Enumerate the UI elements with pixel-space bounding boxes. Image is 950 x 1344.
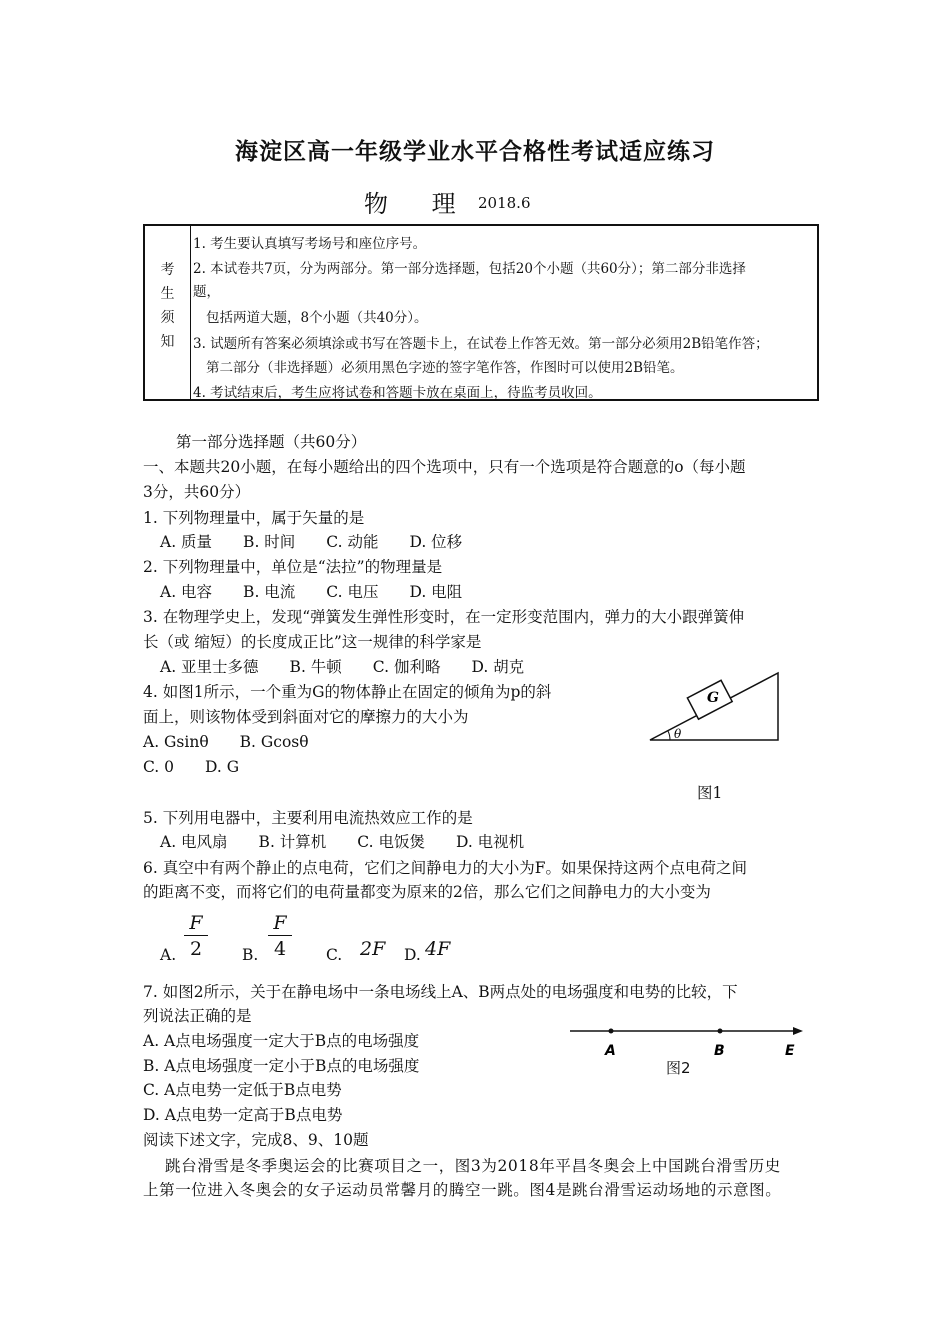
notice-line: 第二部分（非选择题）必须用黑色字迹的签字笔作答，作图时可以使用2B铅笔。: [206, 360, 684, 376]
question-6-stem: 的距离不变，而将它们的电荷量都变为原来的2倍，那么它们之间静电力的大小变为: [143, 883, 711, 901]
part1-intro: 一、本题共20小题，在每小题给出的四个选项中，只有一个选项是符合题意的o（每小题: [143, 458, 746, 476]
question-3-stem: 3. 在物理学史上，发现“弹簧发生弹性形变时，在一定形变范围内，弹力的大小跟弹簧伸: [143, 608, 745, 626]
question-1-stem: 1. 下列物理量中，属于矢量的是: [143, 509, 365, 527]
figure-1-caption: 图1: [697, 784, 723, 802]
part1-heading: 第一部分选择题（共60分）: [176, 433, 367, 451]
question-7-stem: 列说法正确的是: [143, 1007, 252, 1025]
notice-line: 题，: [193, 284, 220, 300]
notice-side-label: [145, 226, 191, 399]
question-6-option-d: D.: [404, 946, 421, 964]
notice-side-char: 知: [160, 334, 175, 350]
fraction-numerator: F: [273, 912, 287, 934]
question-7-option: D. A点电势一定高于B点电势: [143, 1106, 343, 1124]
notice-side-char: 考: [160, 262, 175, 278]
point-b-label: B: [714, 1043, 725, 1059]
question-2-options: A. 电容 B. 电流 C. 电压 D. 电阻: [160, 583, 463, 601]
fraction-denominator: 4: [273, 938, 287, 960]
figure-2-caption: 图2: [666, 1059, 691, 1077]
question-5-options: A. 电风扇 B. 计算机 C. 电饭煲 D. 电视机: [160, 833, 525, 851]
fraction-numerator: F: [189, 912, 203, 934]
question-3-options: A. 亚里士多德 B. 牛顿 C. 伽利略 D. 胡克: [160, 658, 525, 676]
subject-label: 物 理: [364, 190, 474, 218]
option-a-fraction: [184, 912, 208, 960]
question-6-option-b: B.: [242, 946, 259, 964]
notice-line: 2. 本试卷共7页，分为两部分。第一部分选择题，包括20个小题（共60分）；第二部分非选择: [193, 261, 746, 277]
notice-line: 包括两道大题，8个小题（共40分）。: [206, 310, 428, 326]
option-b-fraction: [268, 912, 292, 960]
field-direction-label: E: [785, 1043, 795, 1059]
notice-box: [143, 224, 819, 401]
notice-line: 4. 考试结束后，考生应将试卷和答题卡放在桌面上，待监考员收回。: [193, 385, 602, 401]
notice-side-char: 生: [160, 286, 175, 302]
question-4-stem: 4. 如图1所示，一个重为G的物体静止在固定的倾角为p的斜: [143, 683, 552, 701]
figure-1-angle-label: θ: [674, 727, 682, 741]
question-6-option-c: C.: [326, 946, 343, 964]
question-5-stem: 5. 下列用电器中，主要利用电流热效应工作的是: [143, 809, 473, 827]
question-4-stem: 面上，则该物体受到斜面对它的摩擦力的大小为: [143, 708, 469, 726]
fraction-denominator: 2: [189, 938, 203, 960]
question-7-option: A. A点电场强度一定大于B点的电场强度: [143, 1032, 420, 1050]
question-4-options: A. Gsinθ B. Gcosθ: [143, 733, 309, 751]
question-3-stem: 长（或 缩短）的长度成正比”这一规律的科学家是: [143, 633, 482, 651]
question-6-option-a: A.: [160, 946, 177, 964]
question-4-options: C. 0 D. G: [143, 758, 240, 776]
notice-side-char: 须: [160, 310, 175, 326]
reading-paragraph: 跳台滑雪是冬季奥运会的比赛项目之一，图3为2018年平昌冬奥会上中国跳台滑雪历史: [165, 1157, 781, 1175]
point-a-label: A: [605, 1043, 616, 1059]
question-6-stem: 6. 真空中有两个静止的点电荷，它们之间静电力的大小为F。如果保持这两个点电荷之间: [143, 859, 747, 877]
notice-line: 3. 试题所有答案必须填涂或书写在答题卡上，在试卷上作答无效。第一部分必须用2B铅笔作答；: [193, 336, 769, 352]
question-7-option: B. A点电场强度一定小于B点的电场强度: [143, 1057, 420, 1075]
part1-intro: 3分，共60分）: [143, 483, 251, 501]
question-2-stem: 2. 下列物理量中，单位是“法拉”的物理量是: [143, 558, 443, 576]
figure-1-incline: [640, 665, 790, 750]
figure-2-field-line: [565, 1020, 810, 1060]
reading-paragraph: 上第一位进入冬奥会的女子运动员常馨月的腾空一跳。图4是跳台滑雪运动场地的示意图。: [143, 1181, 782, 1199]
option-d-expression: 4F: [425, 938, 451, 960]
question-1-options: A. 质量 B. 时间 C. 动能 D. 位移: [160, 533, 463, 551]
question-7-option: C. A点电势一定低于B点电势: [143, 1081, 342, 1099]
page-title: 海淀区高一年级学业水平合格性考试适应练习: [235, 139, 715, 165]
exam-date: 2018.6: [478, 194, 531, 212]
figure-1-block-label: G: [707, 690, 719, 706]
question-7-stem: 7. 如图2所示，关于在静电场中一条电场线上A、B两点处的电场强度和电势的比较，下: [143, 983, 738, 1001]
notice-line: 1. 考生要认真填写考场号和座位序号。: [193, 236, 427, 252]
option-c-expression: 2F: [360, 938, 386, 960]
reading-intro: 阅读下述文字，完成8、9、10题: [143, 1131, 369, 1149]
